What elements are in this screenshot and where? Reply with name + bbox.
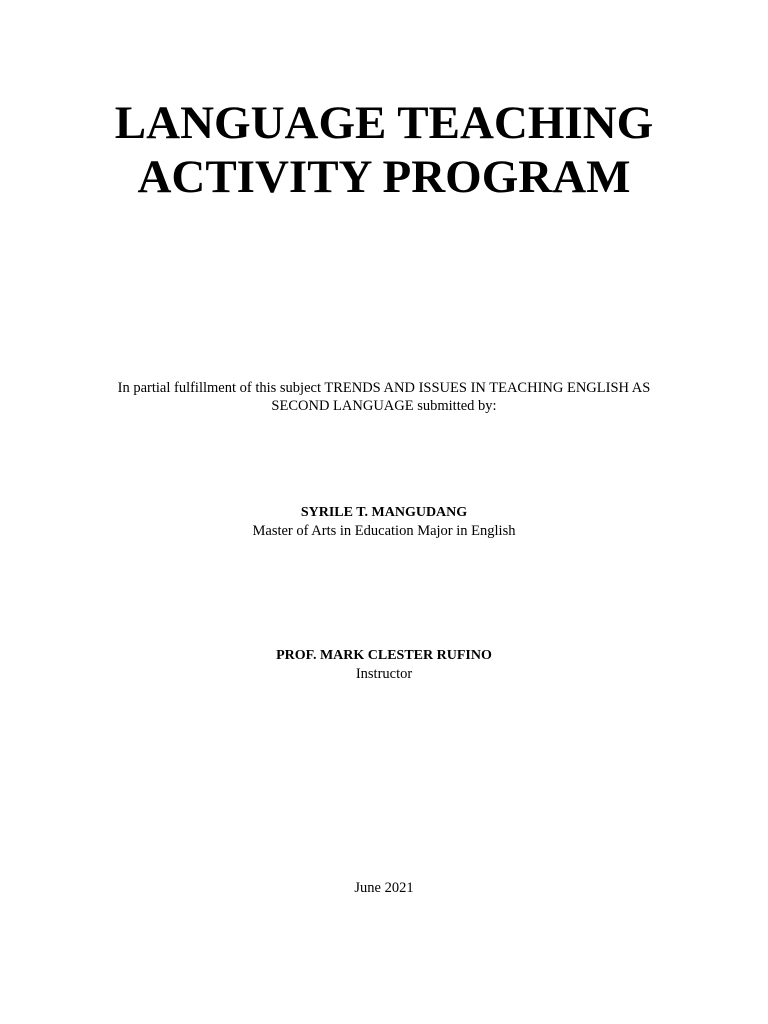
submission-statement xyxy=(0,379,768,415)
student-block xyxy=(0,503,768,541)
student-name: SYRILE T. MANGUDANG xyxy=(300,505,468,520)
statement-line-1: In partial fulfillment of this subject TRENDS AND ISSUES IN TEACHING ENGLISH AS xyxy=(117,380,651,396)
statement-line-2: SECOND LANGUAGE submitted by: xyxy=(271,398,497,414)
document-title xyxy=(0,96,768,204)
submission-date: June 2021 xyxy=(354,880,414,896)
student-program: Master of Arts in Education Major in English xyxy=(252,523,516,539)
instructor-block xyxy=(0,646,768,684)
title-line-2: ACTIVITY PROGRAM xyxy=(137,151,631,203)
title-line-1: LANGUAGE TEACHING xyxy=(114,97,654,149)
instructor-name: PROF. MARK CLESTER RUFINO xyxy=(276,648,492,663)
instructor-role: Instructor xyxy=(355,666,413,682)
